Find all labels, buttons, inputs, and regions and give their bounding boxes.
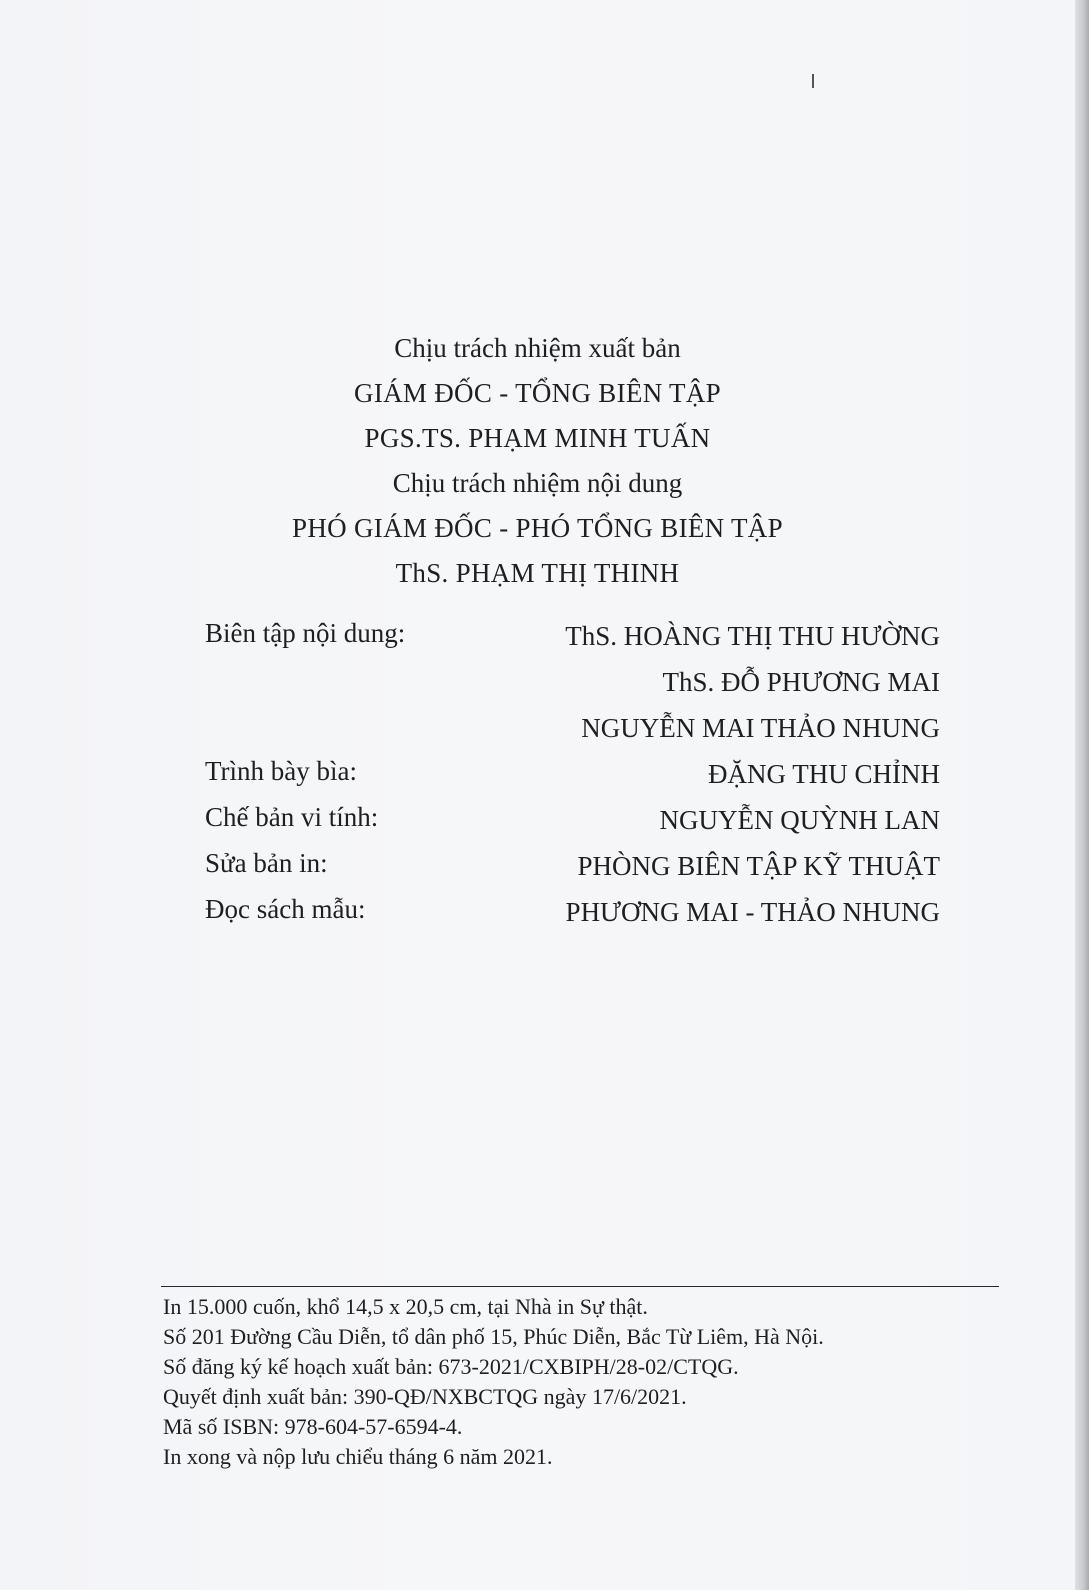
credit-values <box>565 618 940 756</box>
credit-values <box>566 894 940 940</box>
colophon-line: Số đăng ký kế hoạch xuất bản: 673-2021/CXBIPH/28-02/CTQG. <box>163 1354 739 1379</box>
credit-values <box>660 802 940 848</box>
credit-values <box>577 848 940 894</box>
credit-row-sample-reading <box>205 894 940 940</box>
credit-row-typesetting <box>205 802 940 848</box>
colophon-line: In xong và nộp lưu chiểu tháng 6 năm 2021. <box>163 1444 553 1469</box>
credit-value: NGUYỄN MAI THẢO NHUNG <box>581 713 940 743</box>
credit-row-cover-design <box>205 756 940 802</box>
content-responsibility-title: PHÓ GIÁM ĐỐC - PHÓ TỔNG BIÊN TẬP <box>292 513 783 543</box>
colophon-line: Mã số ISBN: 978-604-57-6594-4. <box>163 1414 463 1439</box>
credit-label: Đọc sách mẫu: <box>205 894 366 924</box>
publishing-responsibility-name: PGS.TS. PHẠM MINH TUẤN <box>364 423 711 453</box>
colophon <box>163 1292 999 1472</box>
colophon-line: Quyết định xuất bản: 390-QĐ/NXBCTQG ngày 17/6/2021. <box>163 1384 687 1409</box>
content-responsibility-name: ThS. PHẠM THỊ THINH <box>395 558 680 588</box>
content-responsibility-label: Chịu trách nhiệm nội dung <box>392 468 683 498</box>
credit-value: ĐẶNG THU CHỈNH <box>708 759 940 789</box>
credit-label: Biên tập nội dung: <box>205 618 406 648</box>
paper-speck <box>812 74 814 88</box>
colophon-line: In 15.000 cuốn, khổ 14,5 x 20,5 cm, tại Nhà in Sự thật. <box>163 1294 648 1319</box>
page-edge-shadow <box>1075 0 1089 1590</box>
credit-label: Sửa bản in: <box>205 848 328 878</box>
credit-label: Trình bày bìa: <box>205 756 358 786</box>
credit-value: ThS. HOÀNG THỊ THU HƯỜNG <box>565 621 940 651</box>
credit-row-content-editors <box>205 618 940 756</box>
responsibility-block <box>0 326 1075 596</box>
credit-value: PHÒNG BIÊN TẬP KỸ THUẬT <box>577 851 940 881</box>
credit-value: PHƯƠNG MAI - THẢO NHUNG <box>565 897 940 927</box>
show-through-bleed <box>600 140 800 166</box>
credit-value: NGUYỄN QUỲNH LAN <box>659 805 940 835</box>
publishing-responsibility-title: GIÁM ĐỐC - TỔNG BIÊN TẬP <box>354 378 721 408</box>
credits-list <box>205 618 940 940</box>
colophon-divider <box>161 1286 999 1287</box>
credit-values <box>708 756 940 802</box>
colophon-line: Số 201 Đường Cầu Diễn, tổ dân phố 15, Phúc Diễn, Bắc Từ Liêm, Hà Nội. <box>163 1324 824 1349</box>
credit-label: Chế bản vi tính: <box>205 802 379 832</box>
credit-value: ThS. ĐỖ PHƯƠNG MAI <box>662 667 940 697</box>
credit-row-proofreading <box>205 848 940 894</box>
publishing-responsibility-label: Chịu trách nhiệm xuất bản <box>394 333 681 363</box>
